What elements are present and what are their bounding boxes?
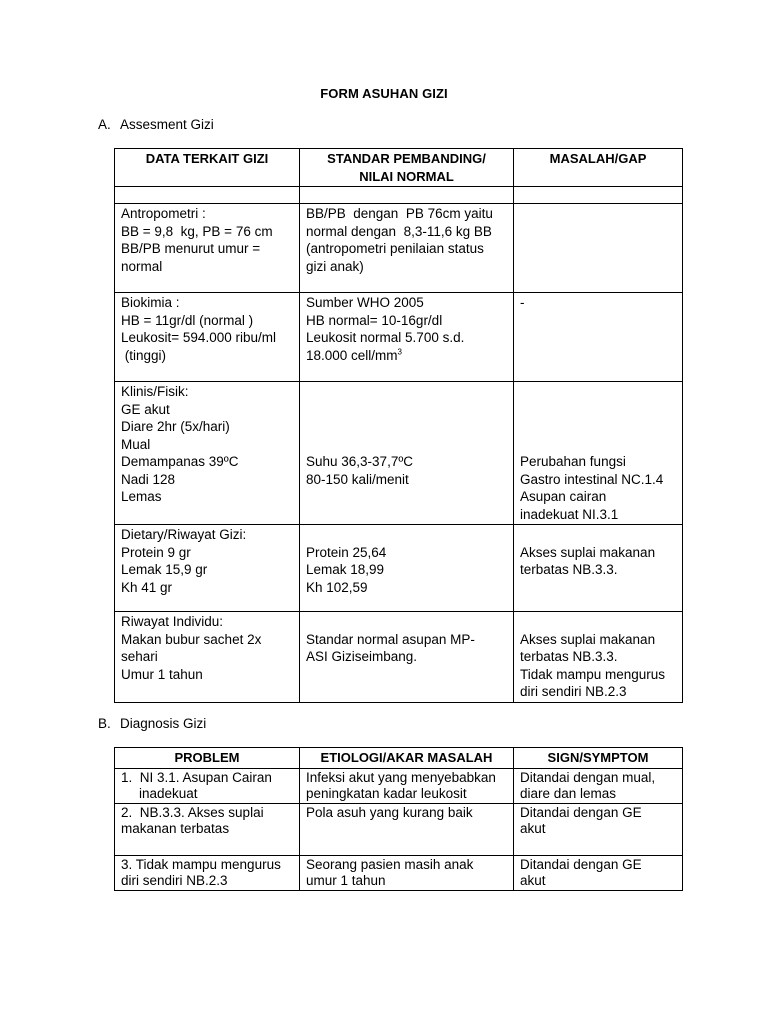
table-row bbox=[115, 768, 683, 803]
section-a-number: A. bbox=[98, 117, 111, 132]
header-standar-pembanding: STANDAR PEMBANDING/ NILAI NORMAL bbox=[300, 149, 514, 187]
cell-line: (tinggi) bbox=[121, 347, 167, 363]
table-row bbox=[115, 612, 683, 703]
table-row bbox=[115, 382, 683, 525]
cell-line: diri sendiri NB.2.3 bbox=[520, 684, 627, 699]
cell-line: BB/PB menurut umur = bbox=[121, 241, 261, 256]
cell-line: sehari bbox=[121, 649, 158, 664]
row-antropometri-standard bbox=[300, 204, 514, 293]
row-biokimia-gap bbox=[514, 293, 683, 382]
diagnosis-problem-2 bbox=[115, 803, 300, 855]
diagnosis-etiologi-1 bbox=[300, 768, 514, 803]
cell-line: Gastro intestinal NC.1.4 bbox=[520, 471, 664, 487]
cell-line bbox=[306, 347, 507, 365]
row-riwayat-standard bbox=[300, 612, 514, 703]
row-riwayat-data bbox=[115, 612, 300, 703]
cell-line: peningkatan kadar leukosit bbox=[306, 785, 467, 801]
header-sign-symptom: SIGN/SYMPTOM bbox=[514, 748, 683, 769]
row-antropometri-gap bbox=[514, 204, 683, 293]
row-klinis-standard bbox=[300, 382, 514, 525]
page-title: FORM ASUHAN GIZI bbox=[320, 86, 448, 101]
cell-line: makanan terbatas bbox=[121, 820, 230, 836]
cell-line: 80-150 kali/menit bbox=[306, 471, 409, 487]
cell-line: Umur 1 tahun bbox=[121, 666, 203, 682]
cell-line: Perubahan fungsi bbox=[520, 454, 626, 469]
cell-line: Leukosit normal 5.700 s.d. bbox=[306, 330, 465, 345]
cell-line: Akses suplai makanan bbox=[520, 544, 656, 560]
row-antropometri-data bbox=[115, 204, 300, 293]
assessment-blank-row bbox=[115, 187, 683, 204]
cell-line: Lemas bbox=[121, 489, 162, 504]
cell-line: Makan bubur sachet 2x bbox=[121, 631, 262, 647]
superscript: 3 bbox=[397, 347, 402, 356]
cell-line: Akses suplai makanan bbox=[520, 631, 656, 647]
cell-line: Lemak 18,99 bbox=[306, 562, 385, 577]
cell-line: 2. NB.3.3. Akses suplai bbox=[121, 804, 264, 820]
cell-line: Demampanas 39ºC bbox=[121, 454, 239, 469]
header-data-terkait-gizi: DATA TERKAIT GIZI bbox=[115, 149, 300, 187]
cell-line: 1. NI 3.1. Asupan Cairan bbox=[121, 769, 272, 785]
cell-line: Nadi 128 bbox=[121, 471, 176, 487]
cell-line: Kh 102,59 bbox=[306, 579, 368, 595]
table-row bbox=[115, 525, 683, 612]
cell-line: Standar normal asupan MP- bbox=[306, 631, 475, 647]
diagnosis-etiologi-2 bbox=[300, 803, 514, 855]
cell-line: Dietary/Riwayat Gizi: bbox=[121, 527, 247, 542]
cell-line: inadekuat NI.3.1 bbox=[520, 506, 619, 522]
section-b-number: B. bbox=[98, 716, 111, 731]
cell-line: terbatas NB.3.3. bbox=[520, 562, 618, 577]
cell-line: GE akut bbox=[121, 401, 170, 417]
assessment-header-row bbox=[115, 149, 683, 187]
row-biokimia-standard bbox=[300, 293, 514, 382]
blank-cell bbox=[514, 187, 683, 204]
cell-line: Kh 41 gr bbox=[121, 579, 173, 595]
table-row bbox=[115, 855, 683, 890]
cell-line: Protein 25,64 bbox=[306, 544, 387, 560]
cell-line: 3. Tidak mampu mengurus bbox=[121, 856, 281, 872]
cell-line: Lemak 15,9 gr bbox=[121, 562, 208, 577]
cell-line: gizi anak) bbox=[306, 258, 364, 274]
cell-line: Tidak mampu mengurus bbox=[520, 666, 666, 682]
cell-line: Suhu 36,3-37,7ºC bbox=[306, 454, 414, 469]
cell-line: Mual bbox=[121, 436, 151, 452]
cell-line: Seorang pasien masih anak bbox=[306, 856, 474, 872]
cell-line: umur 1 tahun bbox=[306, 872, 386, 888]
assessment-table bbox=[114, 148, 683, 703]
diagnosis-problem-1 bbox=[115, 768, 300, 803]
section-b-heading bbox=[98, 716, 206, 731]
row-biokimia-data bbox=[115, 293, 300, 382]
cell-line: Ditandai dengan GE bbox=[520, 804, 642, 820]
section-b-label: Diagnosis Gizi bbox=[120, 716, 207, 731]
blank-cell bbox=[300, 187, 514, 204]
cell-line: akut bbox=[520, 820, 546, 836]
row-riwayat-gap bbox=[514, 612, 683, 703]
cell-line: diri sendiri NB.2.3 bbox=[121, 872, 228, 888]
diagnosis-sign-2 bbox=[514, 803, 683, 855]
cell-line: normal bbox=[121, 258, 163, 274]
table-row bbox=[115, 803, 683, 855]
cell-line: Riwayat Individu: bbox=[121, 614, 224, 629]
cell-line: BB = 9,8 kg, PB = 76 cm bbox=[121, 223, 273, 239]
diagnosis-sign-3 bbox=[514, 855, 683, 890]
cell-line: Leukosit= 594.000 ribu/ml bbox=[121, 330, 276, 345]
cell-line: BB/PB dengan PB 76cm yaitu bbox=[306, 206, 493, 221]
cell-line: inadekuat bbox=[139, 785, 198, 801]
row-klinis-gap bbox=[514, 382, 683, 525]
cell-line: HB = 11gr/dl (normal ) bbox=[121, 312, 254, 328]
cell-line: Biokimia : bbox=[121, 295, 180, 310]
header-problem: PROBLEM bbox=[115, 748, 300, 769]
diagnosis-header-row bbox=[115, 748, 683, 769]
blank-cell bbox=[115, 187, 300, 204]
section-a-label: Assesment Gizi bbox=[120, 117, 214, 132]
cell-line: (antropometri penilaian status bbox=[306, 241, 484, 256]
diagnosis-sign-1 bbox=[514, 768, 683, 803]
cell-line: akut bbox=[520, 872, 546, 888]
cell-line: Pola asuh yang kurang baik bbox=[306, 804, 473, 820]
diagnosis-etiologi-3 bbox=[300, 855, 514, 890]
cell-line: Infeksi akut yang menyebabkan bbox=[306, 769, 496, 785]
cell-line: Protein 9 gr bbox=[121, 544, 191, 560]
diagnosis-table bbox=[114, 747, 683, 891]
row-dietary-gap bbox=[514, 525, 683, 612]
cell-line: HB normal= 10-16gr/dl bbox=[306, 312, 443, 328]
row-dietary-data bbox=[115, 525, 300, 612]
cell-line: Klinis/Fisik: bbox=[121, 384, 189, 399]
cell-line: Asupan cairan bbox=[520, 489, 607, 504]
header-etiologi: ETIOLOGI/AKAR MASALAH bbox=[300, 748, 514, 769]
header-masalah-gap: MASALAH/GAP bbox=[514, 149, 683, 187]
cell-line: Ditandai dengan GE bbox=[520, 856, 642, 872]
diagnosis-problem-3 bbox=[115, 855, 300, 890]
cell-line: - bbox=[520, 295, 525, 310]
cell-line: diare dan lemas bbox=[520, 785, 617, 801]
table-row bbox=[115, 293, 683, 382]
cell-line: terbatas NB.3.3. bbox=[520, 649, 618, 664]
row-klinis-data bbox=[115, 382, 300, 525]
cell-text: 18.000 cell/mm bbox=[306, 347, 398, 363]
table-row bbox=[115, 204, 683, 293]
cell-line: Ditandai dengan mual, bbox=[520, 769, 656, 785]
row-dietary-standard bbox=[300, 525, 514, 612]
cell-line: Diare 2hr (5x/hari) bbox=[121, 419, 230, 434]
cell-line: Sumber WHO 2005 bbox=[306, 295, 424, 310]
cell-line: normal dengan 8,3-11,6 kg BB bbox=[306, 223, 492, 239]
section-a-heading bbox=[98, 117, 214, 132]
cell-line: ASI Giziseimbang. bbox=[306, 649, 418, 664]
cell-line: Antropometri : bbox=[121, 206, 206, 221]
